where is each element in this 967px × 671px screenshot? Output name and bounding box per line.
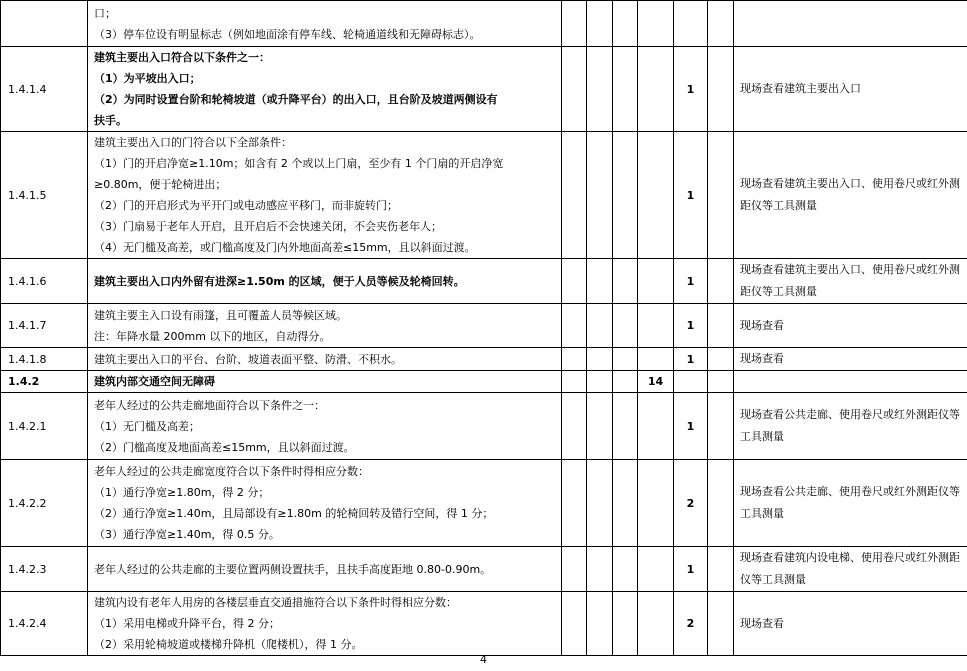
table-body [1, 1, 967, 656]
content-line: 建筑主要出入口内外留有进深≥1.50m 的区域，便于人员等候及轮椅回转。 [94, 274, 465, 288]
blank-cell [587, 1, 613, 47]
blank-cell [562, 393, 587, 460]
score-cell [674, 371, 708, 393]
section-score-cell [638, 393, 674, 460]
content-line: （1）无门槛及高差； [94, 419, 200, 433]
blank-cell [708, 259, 734, 304]
content-line: 建筑主要出入口符合以下条件之一： [94, 51, 270, 64]
blank-cell [613, 348, 638, 371]
content-line: （2）门槛高度及地面高差≤15mm，且以斜面过渡。 [94, 440, 355, 454]
content-line: 老年人经过的公共走廊地面符合以下条件之一： [94, 398, 325, 412]
score-cell [674, 1, 708, 47]
content-line: 注：年降水量 200mm 以下的地区，自动得分。 [94, 329, 331, 343]
blank-cell [562, 1, 587, 47]
evaluation-method-cell: 现场查看 [734, 304, 967, 348]
content-line: 口； [94, 6, 116, 20]
blank-cell [708, 393, 734, 460]
blank-cell [708, 348, 734, 371]
item-content-cell [88, 47, 562, 132]
blank-cell [708, 371, 734, 393]
blank-cell [587, 47, 613, 132]
content-line: （3）通行净宽≥1.40m，得 0.5 分。 [94, 528, 280, 541]
content-line: （1）门的开启净宽≥1.10m；如含有 2 个或以上门扇，至少有 1 个门扇的开启净宽 [94, 157, 504, 170]
blank-cell [562, 547, 587, 592]
blank-cell [587, 348, 613, 371]
blank-cell [562, 304, 587, 348]
content-line: 老年人经过的公共走廊宽度符合以下条件时得相应分数： [94, 465, 369, 478]
item-code-cell: 1.4.1.7 [1, 304, 88, 348]
section-score-cell [638, 259, 674, 304]
content-line: 建筑主要出入口的门符合以下全部条件： [94, 136, 292, 149]
score-cell: 2 [674, 460, 708, 547]
content-line: （1）通行净宽≥1.80m，得 2 分； [94, 486, 270, 499]
blank-cell [562, 132, 587, 259]
blank-cell [562, 592, 587, 656]
blank-cell [562, 348, 587, 371]
content-line: （3）门扇易于老年人开启，且开启后不会快速关闭，不会夹伤老年人； [94, 220, 442, 233]
content-line: （4）无门槛及高差，或门槛高度及门内外地面高差≤15mm，且以斜面过渡。 [94, 241, 476, 254]
item-code-cell: 1.4.2.4 [1, 592, 88, 656]
content-line: （1）采用电梯或升降平台，得 2 分； [94, 617, 280, 630]
table-row [1, 1, 967, 47]
evaluation-method-cell [734, 371, 967, 393]
blank-cell [587, 393, 613, 460]
section-score-cell [638, 132, 674, 259]
item-content-cell [88, 460, 562, 547]
item-content-cell [88, 547, 562, 592]
content-line: 扶手。 [94, 114, 127, 127]
blank-cell [613, 1, 638, 47]
score-cell: 1 [674, 132, 708, 259]
blank-cell [587, 460, 613, 547]
content-line: （3）停车位设有明显标志（例如地面涂有停车线、轮椅通道线和无障碍标志）。 [94, 27, 481, 41]
evaluation-method-cell: 现场查看公共走廊、使用卷尺或红外测距仪等工具测量 [734, 393, 967, 460]
table-row [1, 259, 967, 304]
score-cell: 2 [674, 592, 708, 656]
item-content-cell [88, 259, 562, 304]
content-line: （1）为平坡出入口； [94, 72, 201, 85]
evaluation-method-cell: 现场查看 [734, 592, 967, 656]
blank-cell [613, 460, 638, 547]
section-score-cell: 14 [638, 371, 674, 393]
table-row [1, 304, 967, 348]
section-score-cell [638, 47, 674, 132]
score-cell: 1 [674, 393, 708, 460]
evaluation-method-cell: 现场查看公共走廊、使用卷尺或红外测距仪等工具测量 [734, 460, 967, 547]
content-line: （2）通行净宽≥1.40m，且局部设有≥1.80m 的轮椅回转及错行空间，得 1 分； [94, 507, 494, 520]
item-code-cell: 1.4.1.6 [1, 259, 88, 304]
blank-cell [708, 132, 734, 259]
item-code-cell [1, 1, 88, 47]
item-content-cell [88, 304, 562, 348]
section-score-cell [638, 592, 674, 656]
item-content-cell [88, 1, 562, 47]
table-row [1, 47, 967, 132]
blank-cell [613, 547, 638, 592]
section-score-cell [638, 547, 674, 592]
content-line: （2）采用轮椅坡道或楼梯升降机（爬楼机），得 1 分。 [94, 638, 363, 651]
blank-cell [562, 47, 587, 132]
blank-cell [587, 304, 613, 348]
section-score-cell [638, 348, 674, 371]
table-row [1, 348, 967, 371]
content-line: （2）为同时设置台阶和轮椅坡道（或升降平台）的出入口，且台阶及坡道两侧设有 [94, 93, 498, 106]
item-content-cell [88, 371, 562, 393]
item-code-cell: 1.4.1.5 [1, 132, 88, 259]
blank-cell [613, 371, 638, 393]
score-cell: 1 [674, 47, 708, 132]
item-code-cell: 1.4.1.8 [1, 348, 88, 371]
section-score-cell [638, 460, 674, 547]
table-row [1, 460, 967, 547]
content-line: （2）门的开启形式为平开门或电动感应平移门，而非旋转门； [94, 199, 398, 212]
blank-cell [613, 259, 638, 304]
evaluation-method-cell: 现场查看 [734, 348, 967, 371]
item-content-cell [88, 393, 562, 460]
blank-cell [613, 47, 638, 132]
blank-cell [562, 259, 587, 304]
blank-cell [613, 393, 638, 460]
section-score-cell [638, 304, 674, 348]
score-cell: 1 [674, 348, 708, 371]
blank-cell [587, 547, 613, 592]
blank-cell [562, 460, 587, 547]
blank-cell [708, 592, 734, 656]
blank-cell [708, 1, 734, 47]
score-cell: 1 [674, 304, 708, 348]
table-row [1, 132, 967, 259]
evaluation-method-cell: 现场查看建筑内设电梯、使用卷尺或红外测距仪等工具测量 [734, 547, 967, 592]
table-row [1, 393, 967, 460]
blank-cell [613, 592, 638, 656]
table-row [1, 371, 967, 393]
item-code-cell: 1.4.2.3 [1, 547, 88, 592]
item-code-cell: 1.4.2 [1, 371, 88, 393]
blank-cell [562, 371, 587, 393]
content-line: 老年人经过的公共走廊的主要位置两侧设置扶手，且扶手高度距地 0.80-0.90m。 [94, 562, 492, 576]
blank-cell [708, 304, 734, 348]
item-content-cell [88, 132, 562, 259]
item-code-cell: 1.4.1.4 [1, 47, 88, 132]
page-number: 4 [480, 653, 487, 666]
table-row [1, 592, 967, 656]
blank-cell [587, 132, 613, 259]
score-cell: 1 [674, 259, 708, 304]
blank-cell [613, 304, 638, 348]
blank-cell [613, 132, 638, 259]
content-line: 建筑内部交通空间无障碍 [94, 375, 215, 388]
item-content-cell [88, 592, 562, 656]
evaluation-method-cell: 现场查看建筑主要出入口、使用卷尺或红外测距仪等工具测量 [734, 259, 967, 304]
blank-cell [708, 460, 734, 547]
blank-cell [587, 259, 613, 304]
evaluation-method-cell: 现场查看建筑主要出入口、使用卷尺或红外测距仪等工具测量 [734, 132, 967, 259]
blank-cell [587, 592, 613, 656]
content-line: ≥0.80m，便于轮椅进出； [94, 178, 227, 191]
evaluation-method-cell [734, 1, 967, 47]
blank-cell [708, 47, 734, 132]
score-cell: 1 [674, 547, 708, 592]
item-code-cell: 1.4.2.2 [1, 460, 88, 547]
content-line: 建筑内设有老年人用房的各楼层垂直交通措施符合以下条件时得相应分数： [94, 596, 457, 609]
content-line: 建筑主要出入口的平台、台阶、坡道表面平整、防滑、不积水。 [94, 352, 402, 366]
item-content-cell [88, 348, 562, 371]
evaluation-method-cell: 现场查看建筑主要出入口 [734, 47, 967, 132]
table-row [1, 547, 967, 592]
item-code-cell: 1.4.2.1 [1, 393, 88, 460]
section-score-cell [638, 1, 674, 47]
blank-cell [587, 371, 613, 393]
blank-cell [708, 547, 734, 592]
content-line: 建筑主要主入口设有雨篷，且可覆盖人员等候区域。 [94, 308, 347, 322]
